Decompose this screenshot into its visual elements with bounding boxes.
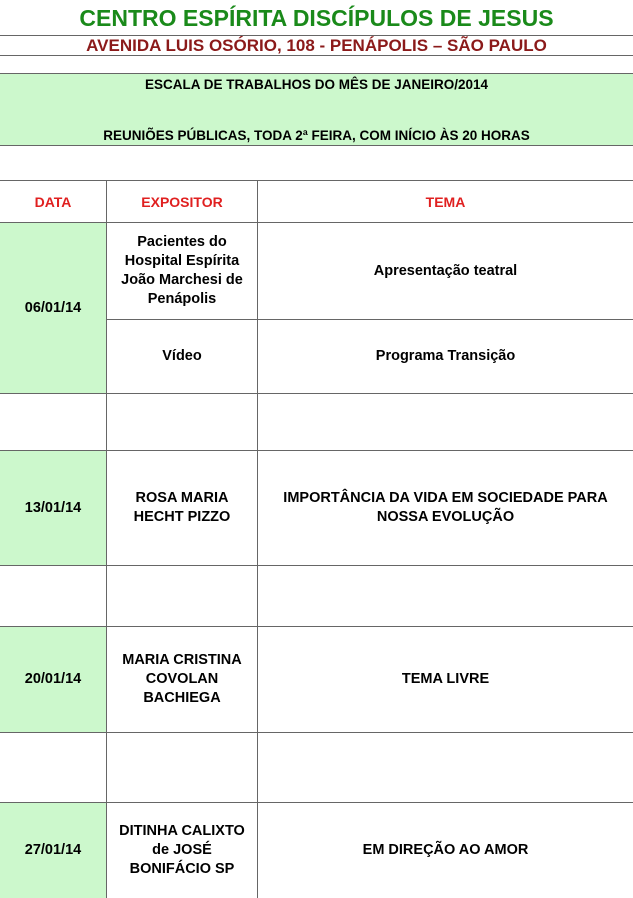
- table-row-date: 20/01/14: [24, 671, 82, 687]
- table-row-speaker: Pacientes do Hospital Espírita João Marchesi de Penápolis: [121, 234, 243, 307]
- table-row-theme: Apresentação teatral: [373, 262, 518, 279]
- schedule-title: ESCALA DE TRABALHOS DO MÊS DE JANEIRO/2014: [144, 76, 489, 92]
- table-row-theme: EM DIREÇÃO AO AMOR: [362, 842, 529, 858]
- table-row-speaker: DITINHA CALIXTO de JOSÉ BONIFÁCIO SP: [119, 823, 245, 877]
- table-row-speaker: MARIA CRISTINA COVOLAN BACHIEGA: [122, 652, 242, 706]
- column-header-speaker: EXPOSITOR: [141, 193, 223, 210]
- table-row-speaker: ROSA MARIA HECHT PIZZO: [133, 490, 231, 525]
- table-row-speaker: Vídeo: [162, 348, 202, 364]
- table-row-date: 27/01/14: [24, 842, 82, 858]
- table-row-date: 13/01/14: [24, 499, 82, 516]
- table-row-theme: IMPORTÂNCIA DA VIDA EM SOCIEDADE PARA NOSSA EVOLUÇÃO: [283, 490, 608, 525]
- meetings-info: REUNIÕES PÚBLICAS, TODA 2ª FEIRA, COM INÍCIO ÀS 20 HORAS: [103, 127, 530, 143]
- table-row-date: 06/01/14: [24, 299, 82, 316]
- address: AVENIDA LUIS OSÓRIO, 108 - PENÁPOLIS – SÃO PAULO: [86, 36, 547, 55]
- page-title: CENTRO ESPÍRITA DISCÍPULOS DE JESUS: [79, 4, 554, 31]
- column-header-theme: TEMA: [425, 193, 466, 210]
- table-row-theme: Programa Transição: [375, 348, 516, 364]
- column-header-date: DATA: [34, 193, 72, 210]
- table-row-theme: TEMA LIVRE: [401, 671, 490, 687]
